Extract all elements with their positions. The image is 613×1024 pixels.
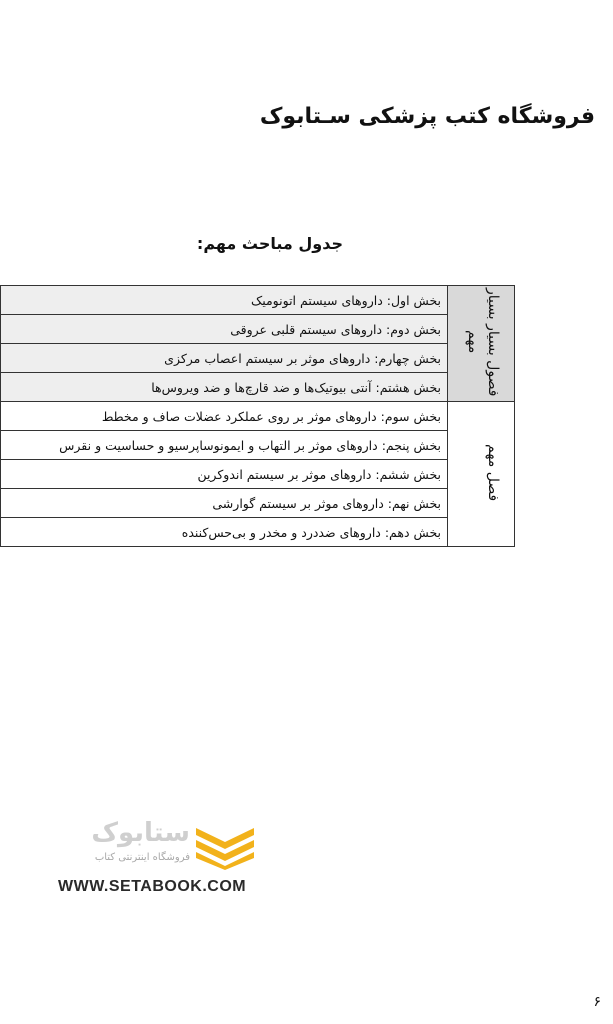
book-stack-icon [194, 820, 256, 870]
group-important [448, 402, 515, 547]
site-url: WWW.SETABOOK.COM [58, 878, 247, 895]
table-row [1, 460, 515, 489]
table-heading: جدول مباحث مهم: [196, 234, 343, 253]
table-cell: بخش پنجم: داروهای موثر بر التهاب و ایمونوساپرسیو و حساسیت و نقرس [1, 431, 448, 460]
group-very-important [448, 286, 515, 402]
table-row [1, 489, 515, 518]
table-cell: بخش سوم: داروهای موثر بر روی عملکرد عضلات صاف و مخطط [1, 402, 448, 431]
table-row [1, 431, 515, 460]
table-row [1, 518, 515, 547]
store-title: فروشگاه کتب پزشکی سـتابوک [259, 104, 595, 129]
table-row [1, 373, 515, 402]
topics-table [0, 285, 515, 547]
table-row [1, 286, 515, 315]
setabook-logo [50, 818, 260, 898]
table-row [1, 315, 515, 344]
group-label: فصول بسیار بسیار مهم [465, 287, 501, 397]
table-cell: بخش ششم: داروهای موثر بر سیستم اندوکرین [1, 460, 448, 489]
page-number: ۶ [593, 994, 601, 1010]
logo-tagline: فروشگاه اینترنتی کتاب [94, 852, 190, 863]
table-row [1, 344, 515, 373]
logo-wordmark: ستابوک [91, 818, 190, 848]
table-cell: بخش دوم: داروهای سیستم قلبی عروقی [1, 315, 448, 344]
table-cell: بخش چهارم: داروهای موثر بر سیستم اعصاب مرکزی [1, 344, 448, 373]
table-cell: بخش اول: داروهای سیستم اتونومیک [1, 286, 448, 315]
table-cell: بخش دهم: داروهای ضددرد و مخدر و بی‌حس‌کننده [1, 518, 448, 547]
table-row [1, 402, 515, 431]
table-cell: بخش نهم: داروهای موثر بر سیستم گوارشی [1, 489, 448, 518]
group-label: فصل مهم [485, 443, 501, 502]
table-cell: بخش هشتم: آنتی بیوتیک‌ها و ضد قارچ‌ها و ضد ویروس‌ها [1, 373, 448, 402]
